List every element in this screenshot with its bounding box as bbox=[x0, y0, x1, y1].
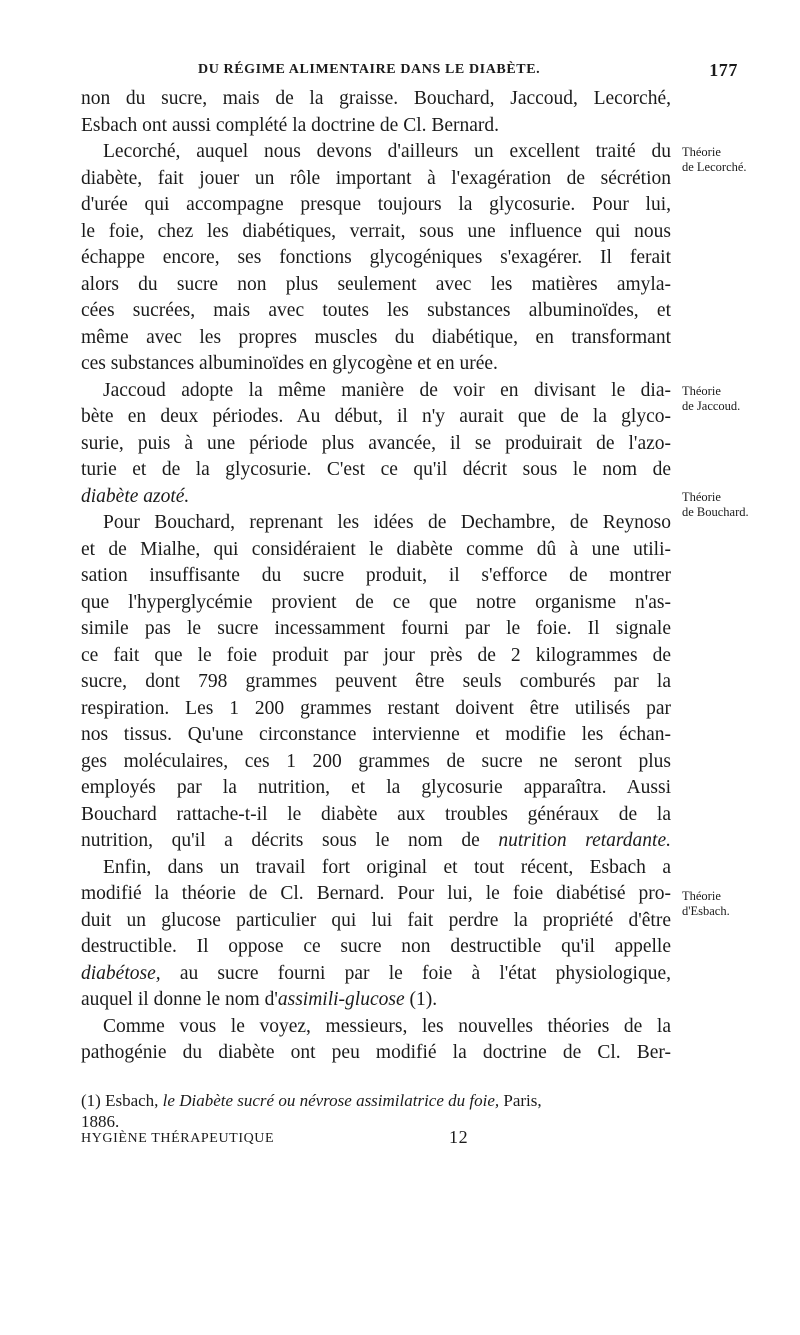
margin-note-line: d'Esbach. bbox=[682, 904, 730, 918]
text-line: employés par la nutrition, et la glycosurie apparaîtra. Aussi bbox=[81, 777, 671, 798]
margin-note-bouchard bbox=[682, 490, 794, 520]
text-line bbox=[81, 828, 671, 855]
footnote-year: 1886. bbox=[81, 1112, 120, 1131]
text-line: destructible. Il oppose ce sucre non destructible qu'il appelle bbox=[81, 936, 671, 957]
text-line: nos tissus. Qu'une circonstance intervienne et modifie les échan- bbox=[81, 724, 671, 745]
text-line: turie et de la glycosurie. C'est ce qu'il décrit sous le nom de bbox=[81, 459, 671, 480]
text-line: Esbach ont aussi complété la doctrine de Cl. Bernard. bbox=[81, 114, 500, 136]
margin-note-line: de Bouchard. bbox=[682, 505, 749, 519]
text-line: le foie, chez les diabétiques, verrait, sous une influence qui nous bbox=[81, 220, 671, 242]
running-header bbox=[198, 62, 738, 78]
text-line bbox=[81, 484, 671, 511]
text-line: simile pas le sucre incessamment fourni par le foie. Il signale bbox=[81, 618, 671, 639]
text-line: Lecorché, auquel nous devons d'ailleurs un excellent traité du bbox=[103, 141, 671, 162]
footnote bbox=[81, 1090, 671, 1132]
text-line: respiration. Les 1 200 grammes restant doivent être utilisés par bbox=[81, 697, 671, 719]
margin-note-jaccoud bbox=[682, 384, 794, 414]
italic-term: nutrition retardante. bbox=[498, 830, 671, 851]
footnote-marker: (1) Esbach, bbox=[81, 1091, 159, 1110]
page-footer bbox=[81, 1127, 671, 1147]
text-line: modifié la théorie de Cl. Bernard. Pour lui, le foie diabétisé pro- bbox=[81, 883, 671, 904]
margin-note-line: Théorie bbox=[682, 889, 721, 903]
margin-note-line: Théorie bbox=[682, 384, 721, 398]
text-line: même avec les propres muscles du diabétique, en transformant bbox=[81, 326, 671, 348]
text-segment: au sucre fourni par le foie à l'état physiologique, bbox=[179, 962, 672, 984]
text-line: sation insuffisante du sucre produit, il s'efforce de montrer bbox=[81, 565, 671, 586]
margin-note-line: de Lecorché. bbox=[682, 160, 747, 174]
running-title: DU RÉGIME ALIMENTAIRE DANS LE DIABÈTE. bbox=[198, 62, 541, 77]
footnote-title: le Diabète sucré ou névrose assimilatrice du foie, bbox=[162, 1091, 500, 1110]
text-line: ges moléculaires, ces 1 200 grammes de sucre ne seront plus bbox=[81, 750, 671, 772]
margin-note-lecorche bbox=[682, 145, 794, 175]
text-line: que l'hyperglycémie provient de ce que notre organisme n'as- bbox=[81, 591, 671, 613]
text-segment: nutrition, qu'il a décrits sous le nom de bbox=[81, 830, 480, 851]
text-line: Jaccoud adopte la même manière de voir en divisant le dia- bbox=[103, 379, 671, 401]
italic-term: assimili-glucose bbox=[277, 989, 405, 1010]
margin-note-line: Théorie bbox=[682, 145, 721, 159]
footnote-place: Paris, bbox=[503, 1091, 542, 1110]
text-line: sucre, dont 798 grammes peuvent être seuls comburés par la bbox=[81, 671, 671, 692]
text-line bbox=[81, 987, 671, 1014]
page-number: 177 bbox=[709, 60, 738, 80]
text-line: non du sucre, mais de la graisse. Bouchard, Jaccoud, Lecorché, bbox=[81, 88, 671, 109]
text-line bbox=[81, 961, 671, 988]
text-line: échappe encore, ses fonctions glycogéniques s'exagérer. Il ferait bbox=[81, 247, 671, 268]
signature-mark: 12 bbox=[449, 1127, 469, 1147]
text-line: Comme vous le voyez, messieurs, les nouvelles théories de la bbox=[103, 1015, 671, 1037]
text-segment: auquel il donne le nom d' bbox=[81, 989, 278, 1010]
margin-note-line: de Jaccoud. bbox=[682, 399, 741, 413]
text-line: cées sucrées, mais avec toutes les substances albuminoïdes, et bbox=[81, 300, 671, 321]
text-line: ces substances albuminoïdes en glycogène et en urée. bbox=[81, 353, 498, 374]
text-line: surie, puis à une période plus avancée, il se produirait de l'azo- bbox=[81, 432, 671, 454]
text-line: ce fait que le foie produit par jour près de 2 kilogrammes de bbox=[81, 644, 671, 666]
margin-note-esbach bbox=[682, 889, 794, 919]
margin-note-line: Théorie bbox=[682, 490, 721, 504]
italic-term: diabète azoté. bbox=[81, 485, 190, 507]
text-line: Pour Bouchard, reprenant les idées de Dechambre, de Reynoso bbox=[103, 512, 671, 533]
text-line: d'urée qui accompagne presque toujours la glycosurie. Pour lui, bbox=[81, 194, 671, 215]
text-line: et de Mialhe, qui considéraient le diabète comme dû à une utili- bbox=[81, 538, 671, 560]
text-line: diabète, fait jouer un rôle important à l'exagération de sécrétion bbox=[81, 167, 671, 189]
text-line: duit un glucose particulier qui lui fait perdre la propriété d'être bbox=[81, 909, 671, 931]
footnote-ref: (1). bbox=[409, 989, 438, 1010]
text-line: bète en deux périodes. Au début, il n'y aurait que de la glyco- bbox=[81, 406, 671, 427]
text-line: Bouchard rattache-t-il le diabète aux troubles généraux de la bbox=[81, 803, 671, 825]
footer-label: HYGIÈNE THÉRAPEUTIQUE bbox=[81, 1131, 275, 1146]
text-line: alors du sucre non plus seulement avec les matières amyla- bbox=[81, 273, 671, 295]
italic-term: diabétose, bbox=[81, 962, 161, 984]
text-line: pathogénie du diabète ont peu modifié la doctrine de Cl. Ber- bbox=[81, 1042, 671, 1063]
main-text bbox=[81, 86, 671, 1067]
text-line: Enfin, dans un travail fort original et tout récent, Esbach a bbox=[103, 856, 671, 878]
